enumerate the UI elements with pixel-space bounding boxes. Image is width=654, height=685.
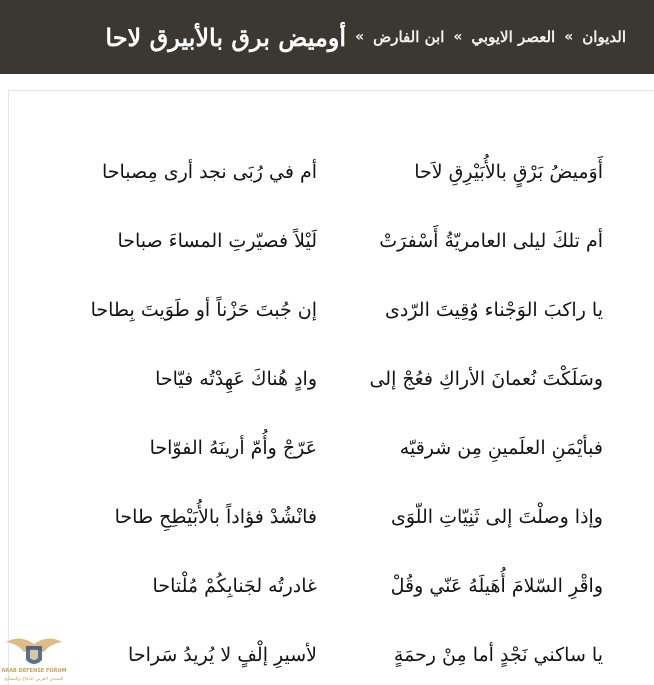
verse-row: [9, 497, 654, 537]
first-hemistich: يا راكبَ الوَجْناء وُقِيتَ الرّدى: [384, 299, 603, 321]
poem-container: [8, 90, 654, 685]
watermark-line-en: ARAB DEFENSE FORUM: [1, 668, 67, 674]
second-hemistich: عَرّجْ وأُمّ أرينَهُ الفوّاحا: [149, 437, 317, 459]
first-hemistich: فبأيْمَنِ العلَمينِ مِن شرقيّه: [399, 437, 603, 459]
first-hemistich: وسَلَكْتَ نُعمانَ الأراكِ فعُجْ إلى: [369, 368, 603, 390]
breadcrumb-separator: »: [355, 29, 365, 45]
second-hemistich: أم في رُبَى نجد أرى مِصباحا: [101, 161, 317, 183]
first-hemistich: أم تلكَ ليلى العامريّةُ أَسْفرَتْ: [379, 230, 603, 252]
verse-row: [9, 566, 654, 606]
second-hemistich: وادٍ هُناكَ عَهِدْتُه فيّاحا: [155, 368, 317, 390]
first-hemistich: واقْرِ السّلامَ أُهَيلَهُ عَنّي وقُلْ: [390, 575, 603, 597]
first-hemistich: أَوَميضُ بَرْقٍ بالأُبَيْرِقِ لاَحا: [414, 161, 603, 183]
page-header: [0, 0, 654, 74]
breadcrumb-diwan[interactable]: الديوان: [582, 28, 626, 46]
breadcrumb-ayyubid-era[interactable]: العصر الايوبي: [471, 28, 556, 46]
verse-row: [9, 152, 654, 192]
breadcrumb-separator: »: [564, 29, 574, 45]
breadcrumb-separator: »: [453, 29, 463, 45]
second-hemistich: إن جُبتَ حَزْناً أو طَوَيتَ بِطاحا: [90, 299, 317, 321]
breadcrumb-poet[interactable]: ابن الفارض: [373, 28, 445, 46]
first-hemistich: وإذا وصلْتَ إلى ثَنِيّاتِ اللّوَى: [391, 506, 603, 528]
verse-row: [9, 635, 654, 675]
second-hemistich: لَيْلاً فصيّرتِ المساءَ صباحا: [117, 230, 317, 252]
watermark-line-ar: المنتدى العربي للدفاع والتسليح: [4, 677, 64, 682]
verse-row: [9, 290, 654, 330]
first-hemistich: يا ساكني نَجْدٍ أما مِنْ رحمَةٍ: [393, 644, 603, 666]
verse-row: [9, 428, 654, 468]
eagle-shield-logo-icon: [0, 622, 68, 685]
second-hemistich: فانْشُدْ فؤاداً بالأُبَيْطِحِ طاحا: [114, 506, 317, 528]
verse-row: [9, 359, 654, 399]
second-hemistich: غادرتُه لجَنابِكُمْ مُلْتاحا: [152, 575, 317, 597]
verse-row: [9, 221, 654, 261]
second-hemistich: لأسيرِ إلْفٍ لا يُريدُ سَراحا: [128, 644, 317, 666]
page-title: أوميض برق بالأبيرق لاحا: [105, 22, 347, 52]
